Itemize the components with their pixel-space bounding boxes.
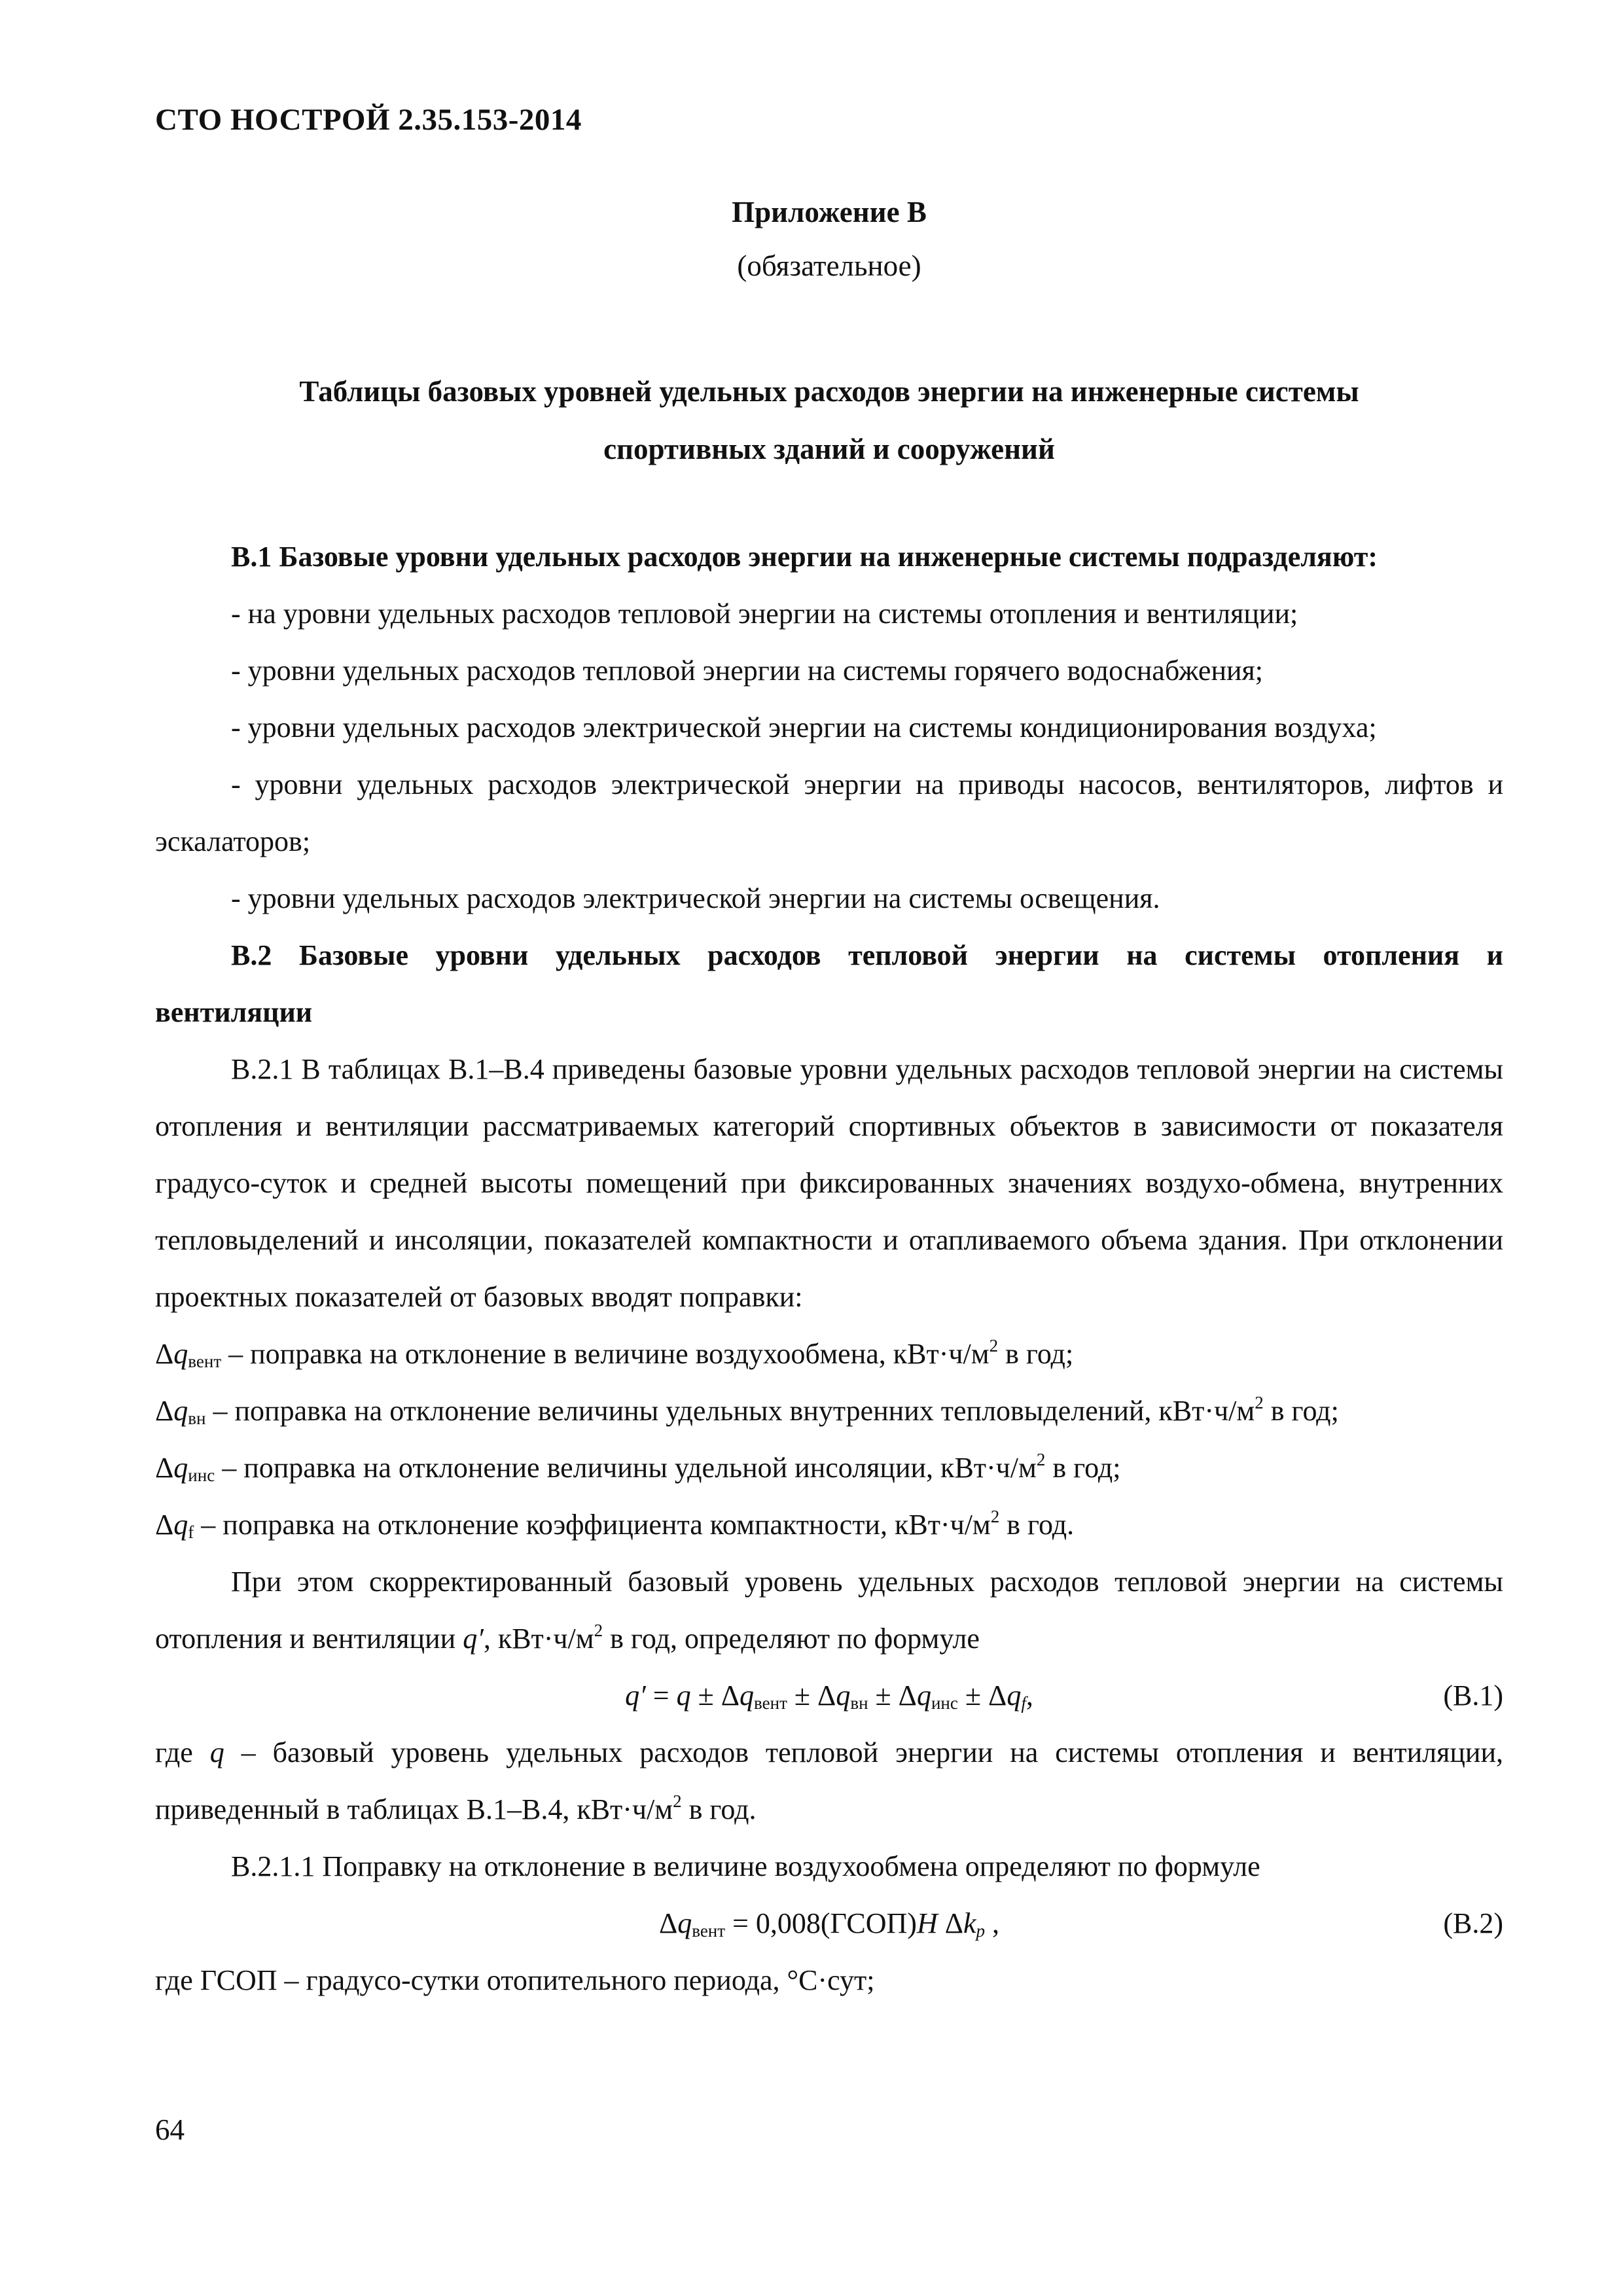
appendix-status: (обязательное) — [737, 249, 921, 282]
correction-internal-heat: $\Delta q_{вн}$ – поправка на отклонение величины удельных внутренних тепловыделений, $кВт\cdot ч/м^2$ в год; — [155, 1393, 1339, 1428]
formula-b1-expression: $q' = q \pm \Delta q_{вент} \pm \Delta q_{вн} \pm \Delta q_{инс} \pm \Delta q_f$, — [625, 1679, 1033, 1713]
correction-ventilation: $\Delta q_{вент}$ – поправка на отклонение в величине воздухообмена, $кВт\cdot ч/м^2$ в год; — [155, 1336, 1074, 1371]
formula-b2-expression: $\Delta q_{вент}$ = 0,008(ГСОП)H $\Delta k_p$ , — [658, 1907, 1000, 1941]
formula-b1-number: (В.1) — [1443, 1679, 1503, 1712]
formula-b1 — [155, 1667, 1503, 1724]
document-body — [155, 528, 1503, 2009]
b1-heading: В.1 Базовые уровни удельных расходов энергии на инженерные системы подразделяют: — [231, 541, 1378, 573]
b2-heading: В.2 Базовые уровни удельных расходов тепловой энергии на системы отопления и вентиляции — [155, 939, 1503, 1028]
section-title-line-2: спортивных зданий и сооружений — [603, 433, 1055, 465]
formula-b2 — [155, 1895, 1503, 1952]
b2-paragraph-2: При этом скорректированный базовый уровень удельных расходов тепловой энергии на системы отопления и вентиляции q′, $кВт\cdot ч/м^2$ в год, определяют по формуле — [155, 1566, 1503, 1655]
b2-1-1-paragraph: В.2.1.1 Поправку на отклонение в величине воздухообмена определяют по формуле — [231, 1850, 1260, 1882]
section-title — [155, 363, 1503, 478]
appendix-title: Приложение В — [732, 196, 927, 228]
b1-list-item: - уровни удельных расходов тепловой энергии на системы горячего водоснабжения; — [231, 655, 1264, 687]
formula-b2-number: (В.2) — [1443, 1907, 1503, 1939]
b1-list-item: - уровни удельных расходов электрической энергии на системы кондиционирования воздуха; — [231, 711, 1377, 744]
page-number: 64 — [155, 2113, 185, 2146]
formula-b2-where: где ГСОП – градусо-сутки отопительного периода, °С·сут; — [155, 1964, 875, 1996]
correction-compactness: $\Delta q_f$ – поправка на отклонение коэффициента компактности, $кВт\cdot ч/м^2$ в год. — [155, 1507, 1075, 1542]
b1-list-item: - на уровни удельных расходов тепловой энергии на системы отопления и вентиляции; — [231, 598, 1298, 630]
b2-paragraph-1: В.2.1 В таблицах В.1–В.4 приведены базовые уровни удельных расходов тепловой энергии на системы отопления и вентиляции рассматриваемых категорий спортивных объектов в зависимости от показателя градусо-суток и средней высоты помещений при фиксированных значениях воздухо-обмена, внутренних тепловыделений и инсоляции, показателей компактности и отапливаемого объема здания. При отклонении проектных показателей от базовых вводят поправки: — [155, 1053, 1503, 1313]
correction-insolation: $\Delta q_{инс}$ – поправка на отклонение величины удельной инсоляции, $кВт\cdot ч/м^2$ в год; — [155, 1450, 1121, 1485]
b1-list-item: - уровни удельных расходов электрической энергии на системы освещения. — [231, 882, 1160, 914]
b1-list-item: - уровни удельных расходов электрической энергии на приводы насосов, вентиляторов, лифтов и эскалаторов; — [155, 768, 1503, 857]
formula-b1-where: где q – базовый уровень удельных расходов тепловой энергии на системы отопления и вентиляции, приведенный в таблицах В.1–В.4, $кВт\cdot ч/м^2$ в год. — [155, 1736, 1503, 1825]
document-code-header: СТО НОСТРОЙ 2.35.153-2014 — [155, 103, 582, 137]
section-title-line-1: Таблицы базовых уровней удельных расходов энергии на инженерные системы — [299, 375, 1359, 408]
